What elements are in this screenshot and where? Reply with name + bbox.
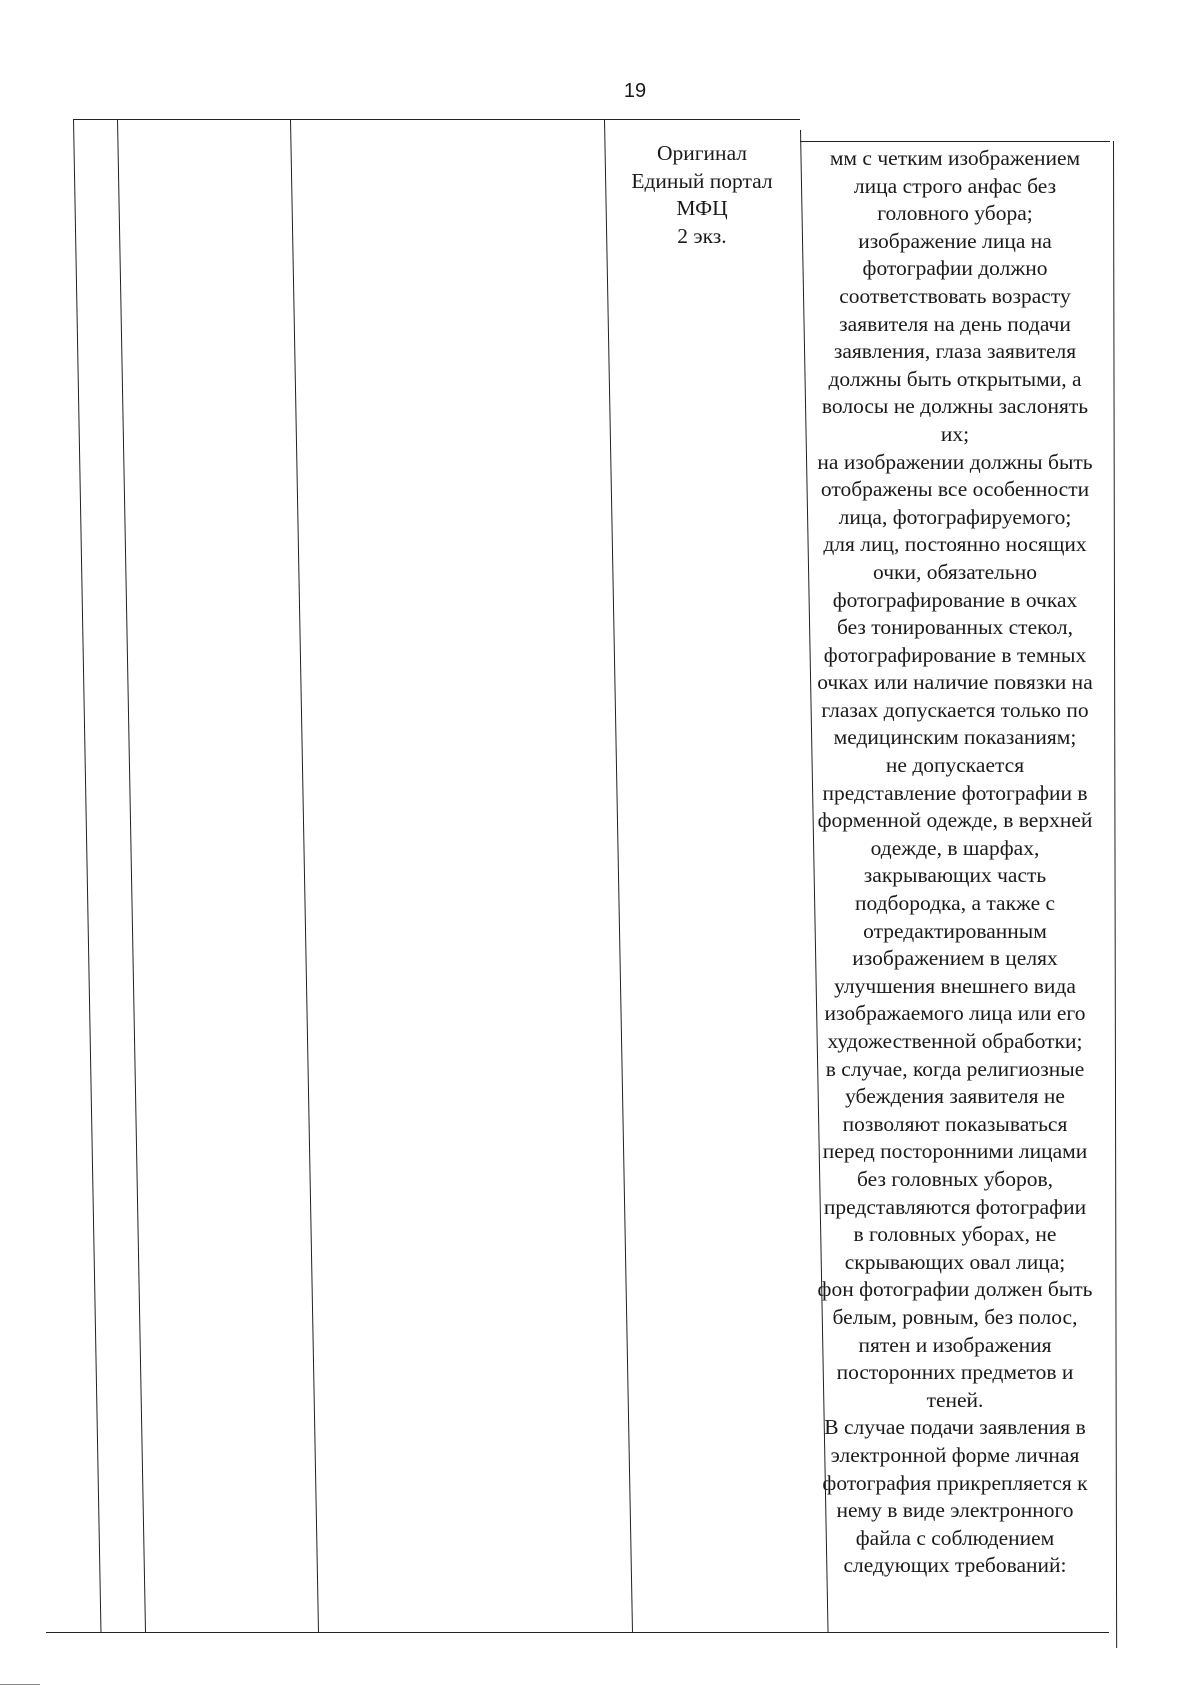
- cell-line: МФЦ: [676, 196, 728, 221]
- column-line-1: [73, 119, 101, 1632]
- cell-line: мм с четким изображением: [829, 146, 1081, 170]
- table-top-border: [74, 119, 800, 120]
- cell-line: фотографирование в темных: [823, 642, 1087, 667]
- cell-line: медицинским показаниям;: [833, 725, 1077, 750]
- cell-line: глазах допускается только по: [821, 697, 1089, 722]
- cell-line: для лиц, постоянно носящих: [823, 532, 1087, 557]
- cell-line: фотография прикрепляется к: [822, 1470, 1088, 1495]
- cell-line: в головных уборах, не: [853, 1222, 1057, 1247]
- cell-line: Единый портал: [631, 168, 773, 193]
- cell-line: теней.: [926, 1387, 984, 1412]
- cell-line: художественной обработки;: [827, 1029, 1083, 1053]
- cell-line: электронной форме личная: [830, 1442, 1080, 1467]
- cell-line: следующих требований:: [843, 1553, 1067, 1578]
- cell-line: без тонированных стекол,: [836, 615, 1074, 640]
- cell-line: на изображении должны быть: [817, 449, 1093, 474]
- cell-line: отображены все особенности: [820, 477, 1090, 502]
- cell-line: 2 экз.: [677, 223, 727, 248]
- cell-line: не допускается: [885, 753, 1025, 778]
- cell-document-form: [612, 140, 792, 250]
- cell-line: убеждения заявителя не: [845, 1084, 1065, 1109]
- cell-line: нему в виде электронного: [836, 1498, 1074, 1523]
- cell-line: форменной одежде, в верхней: [817, 808, 1093, 833]
- cell-line: в случае, когда религиозные: [825, 1056, 1085, 1081]
- cell-line: перед посторонними лицами: [822, 1139, 1088, 1164]
- cell-line: скрывающих овал лица;: [844, 1249, 1066, 1274]
- cell-line: улучшения внешнего вида: [834, 973, 1076, 998]
- cell-line: изображением в целях: [852, 946, 1058, 971]
- cell-line: лица строго анфас без: [853, 173, 1057, 198]
- cell-line: одежде, в шарфах,: [870, 835, 1040, 860]
- cell-line: заявителя на день подачи: [839, 311, 1071, 336]
- cell-line: заявления, глаза заявителя: [833, 339, 1077, 364]
- cell-line: закрывающих часть: [863, 863, 1047, 888]
- cell-line: белым, ровным, без полос,: [832, 1304, 1078, 1329]
- cell-line: фон фотографии должен быть: [817, 1277, 1093, 1302]
- scan-edge-mark: [0, 1684, 40, 1685]
- cell-line: посторонних предметов и: [836, 1360, 1074, 1385]
- cell-line: отредактированным: [863, 918, 1047, 943]
- cell-line: подбородка, а также с: [854, 891, 1056, 916]
- cell-line: должны быть открытыми, а: [828, 366, 1082, 391]
- column-line-4: [604, 119, 633, 1632]
- cell-line: Оригинал: [656, 141, 748, 165]
- cell-line: их;: [940, 421, 970, 446]
- column-line-2: [117, 119, 146, 1632]
- column-line-3: [290, 119, 319, 1632]
- cell-line: В случае подачи заявления в: [824, 1415, 1086, 1440]
- cell-line: без головных уборов,: [857, 1166, 1053, 1191]
- page-number: 19: [623, 80, 647, 102]
- table-bottom-border: [46, 1632, 1109, 1633]
- cell-line: фотографии должно: [862, 256, 1048, 281]
- cell-requirements: [790, 145, 1120, 1580]
- table-top-border-right: [800, 141, 1110, 142]
- cell-line: фотографирование в очках: [832, 587, 1078, 612]
- cell-line: изображение лица на: [858, 228, 1052, 253]
- cell-line: представление фотографии в: [822, 780, 1088, 805]
- cell-line: головного убора;: [877, 201, 1033, 226]
- cell-line: очках или наличие повязки на: [817, 670, 1093, 695]
- cell-line: лица, фотографируемого;: [838, 504, 1072, 529]
- cell-line: файла с соблюдением: [855, 1525, 1055, 1550]
- cell-line: очки, обязательно: [873, 559, 1037, 584]
- cell-line: соответствовать возрасту: [839, 283, 1071, 308]
- cell-line: пятен и изображения: [858, 1332, 1052, 1357]
- cell-line: представляются фотографии: [823, 1194, 1087, 1219]
- cell-line: позволяют показываться: [842, 1111, 1068, 1136]
- cell-line: изображаемого лица или его: [824, 1001, 1086, 1026]
- cell-line: волосы не должны заслонять: [821, 394, 1089, 419]
